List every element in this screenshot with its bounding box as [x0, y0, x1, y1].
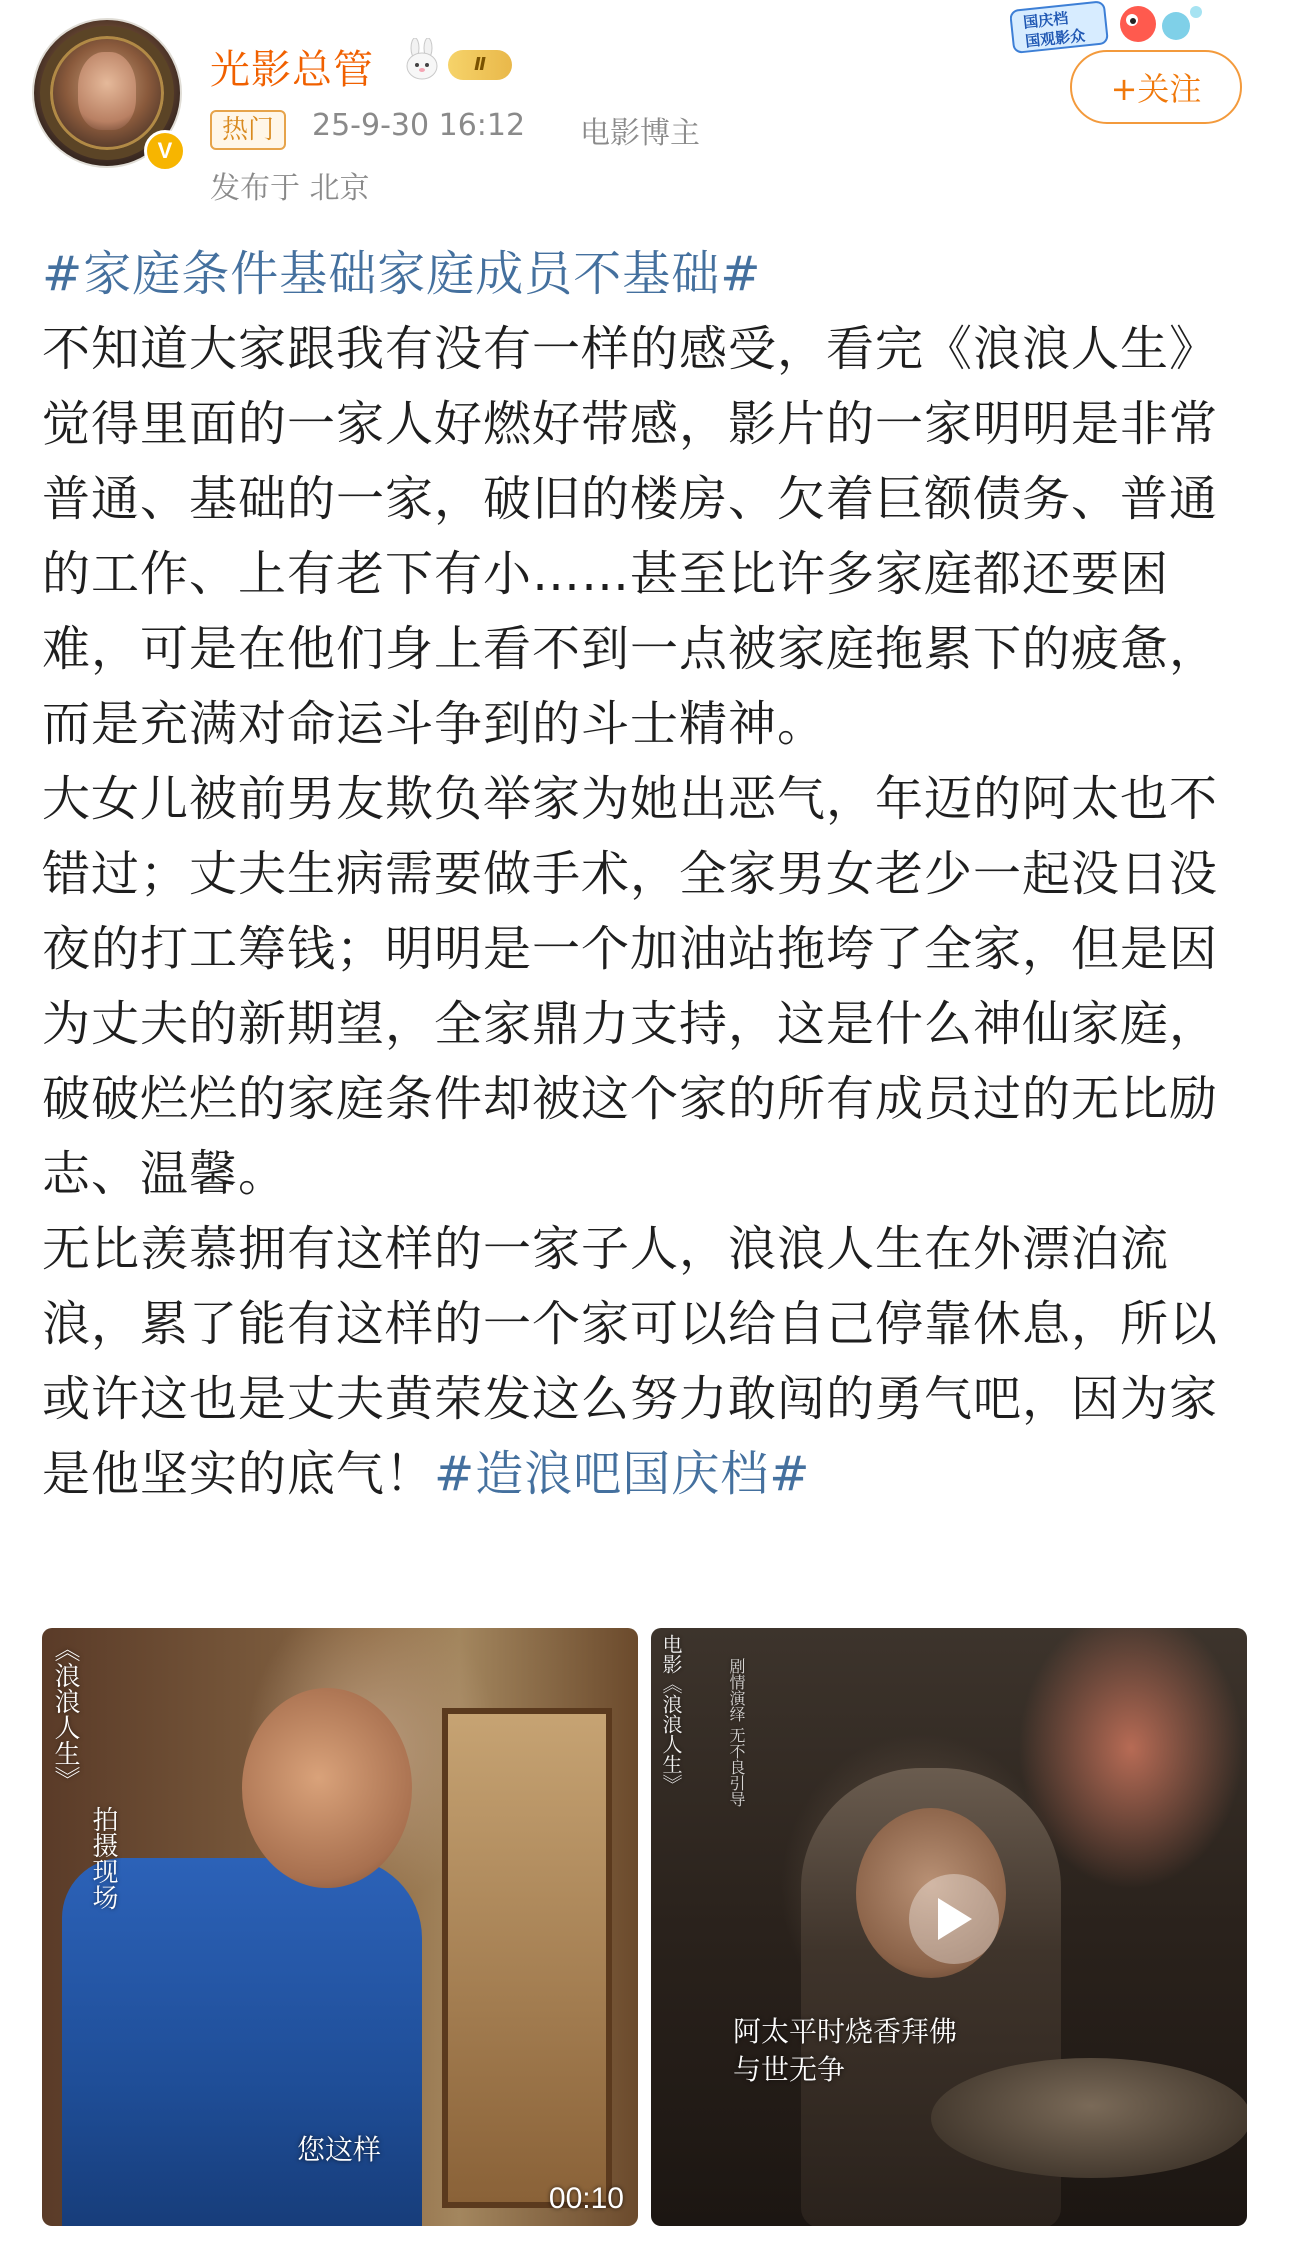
video-1-vertical-title: 《浪浪人生》: [50, 1636, 80, 1792]
post-paragraph-1: 不知道大家跟我有没有一样的感受，看完《浪浪人生》觉得里面的一家人好燃好带感，影片的一家明明是非常普通、基础的一家，破旧的楼房、欠着巨额债务、普通的工作、上有老下有小……甚至比许多家庭都还要困难，可是在他们身上看不到一点被家庭拖累下的疲惫，而是充满对命运斗争到的斗士精神。: [42, 321, 1219, 752]
person-head-shape: [242, 1688, 412, 1888]
cabinet-shape: [442, 1708, 612, 2208]
video-thumbnail-1-image[interactable]: [42, 1628, 638, 2226]
event-badge-line2: 国观影众: [1024, 26, 1086, 51]
verified-icon: V: [144, 130, 186, 172]
play-icon[interactable]: [909, 1874, 999, 1964]
incense-bowl-shape: [931, 2058, 1247, 2178]
video-duration: 00:10: [548, 2182, 624, 2215]
end-hashtag[interactable]: #造浪吧国庆档#: [434, 1446, 811, 1502]
video-2-subtitle-line1: 阿太平时烧香拜佛: [733, 2015, 958, 2048]
post-paragraph-2: 大女儿被前男友欺负举家为她出恶气，年迈的阿太也不错过；丈夫生病需要做手术，全家男女老少一起没日没夜的打工筹钱；明明是一个加油站拖垮了全家，但是因为丈夫的新期望，全家鼎力支持，这是什么神仙家庭，破破烂烂的家庭条件却被这个家的所有成员过的无比励志、温馨。: [42, 771, 1219, 1202]
avatar[interactable]: [32, 18, 182, 168]
event-badge-line1: 国庆档: [1022, 9, 1070, 32]
video-thumbnail-2-image[interactable]: [651, 1628, 1247, 2226]
person-vest-shape: [62, 1858, 422, 2226]
hot-tag: 热门: [210, 110, 286, 150]
username[interactable]: 光影总管: [210, 47, 374, 93]
post-timestamp: 25-9-30 16:12: [312, 108, 526, 143]
topic-hashtag[interactable]: #家庭条件基础家庭成员不基础#: [42, 246, 762, 302]
national-day-event-badge-icon[interactable]: [1010, 0, 1210, 54]
video-thumbnail-1[interactable]: [42, 1628, 638, 2226]
video-2-subtitle-line2: 与世无争: [733, 2053, 846, 2086]
video-2-vertical-sub: 剧情演绎 无不良引导: [727, 1658, 746, 1808]
post-content: [42, 237, 1242, 1512]
user-role: 电影博主: [580, 116, 700, 151]
avatar-face: [78, 52, 136, 130]
video-1-subtitle: 您这样: [297, 2133, 382, 2166]
post-header: [0, 0, 1290, 215]
level-badge: Ⅱ: [448, 50, 512, 80]
post-location: 发布于 北京: [210, 171, 370, 206]
post-paragraph-3-text: 无比羡慕拥有这样的一家子人，浪浪人生在外漂泊流浪，累了能有这样的一个家可以给自己停靠休息，所以或许这也是丈夫黄荣发这么努力敢闯的勇气吧，因为家是他坚实的底气！: [42, 1221, 1219, 1502]
video-1-vertical-sub: 拍摄现场: [88, 1806, 118, 1910]
video-2-vertical-title: 电影《浪浪人生》: [659, 1634, 683, 1794]
video-thumbnail-2[interactable]: [651, 1628, 1247, 2226]
follow-button[interactable]: +关注: [1070, 50, 1242, 124]
post-paragraph-3: [42, 1212, 1242, 1512]
bunny-mascot-icon: [400, 38, 444, 82]
play-triangle-icon: [932, 1894, 976, 1944]
